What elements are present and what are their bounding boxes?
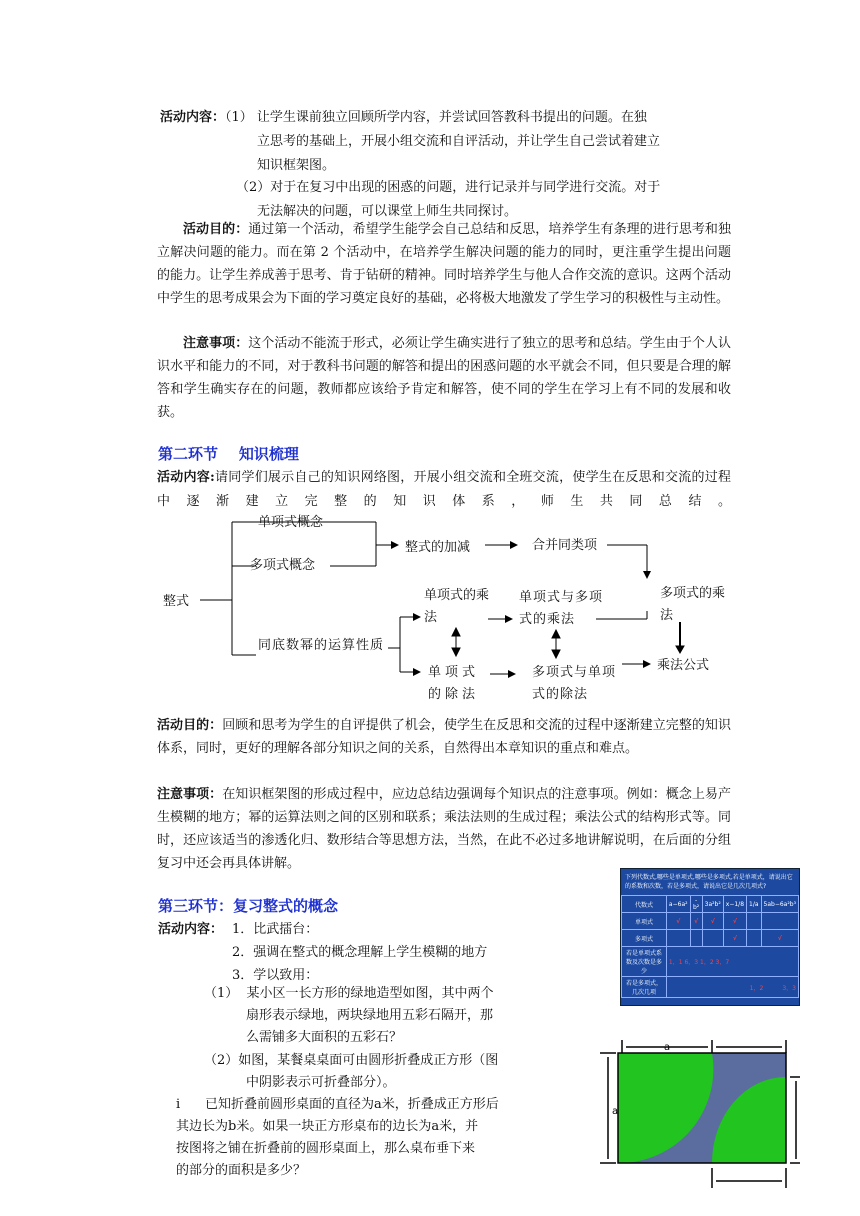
section3-q1-line2: 扇形表示绿地，两块绿地用五彩石隔开，那 bbox=[246, 1008, 494, 1023]
section2-text: 请同学们展示自己的知识网络图，开展小组交流和全班交流，使学生在反思和交流的过程中逐渐建立完整的知识体系，师生共同总结。 bbox=[157, 470, 731, 509]
section3-q1-line1: （1） 某小区一长方形的绿地造型如图，其中两个 bbox=[204, 986, 494, 1001]
activity1-item1-line2: 立思考的基础上，开展小组交流和自评活动，并让学生自己尝试着建立 bbox=[257, 134, 661, 149]
purpose1-label: 活动目的： bbox=[183, 222, 249, 237]
check-icon: √ bbox=[723, 930, 746, 947]
slide-row-label: 代数式 bbox=[622, 896, 667, 913]
slide-poly-row: 1，2 3，3 bbox=[666, 977, 798, 998]
diagram-mul-formula: 乘法公式 bbox=[657, 658, 710, 673]
section3-label: 活动内容： bbox=[158, 922, 224, 937]
activity1-item1: （1） 让学生课前独立回顾所学内容，并尝试回答教科书提出的问题。在独 bbox=[225, 110, 647, 125]
diagram-poly-concept: 多项式概念 bbox=[250, 558, 316, 573]
activity1-item2: （2）对于在复习中出现的困惑的问题，进行记录并与同学进行交流。对于 bbox=[236, 180, 661, 195]
fig-label-a-top: a bbox=[664, 1042, 671, 1053]
section3-q2i-line4: 的部分的面积是多少？ bbox=[176, 1163, 307, 1178]
section3-q1-line3: 么需铺多大面积的五彩石？ bbox=[246, 1030, 403, 1045]
section3-q2i-line2: 其边长为b米。如果一块正方形桌布的边长为a米，并 bbox=[176, 1119, 479, 1134]
diagram-mono-poly-mul: 单项式与多项式的乘法 bbox=[519, 590, 604, 627]
section3-q2i-line3: 按图将之铺在折叠前的圆形桌面上，那么桌布垂下来 bbox=[176, 1141, 476, 1156]
diagram-add-sub: 整式的加减 bbox=[405, 540, 471, 555]
check-icon: √ bbox=[761, 930, 798, 947]
activity1-item1-line3: 知识框架图。 bbox=[257, 158, 336, 173]
slide-row-label: 若是多项式，几次几项 bbox=[622, 977, 667, 998]
purpose1-text: 通过第一个活动，希望学生能学会自己总结和反思，培养学生有条理的进行思考和独立解决问题的能力。而在第 2 个活动中，在培养学生解决问题的能力的同时，更注重学生提出问题的能力。让学生养成善于思考、肯于钻研的精神。同时培养学生与他人合作交流的意识。这两个活动中学生的思考成果会为下面的学习奠定良好的基础，必将极大地激发了学生学习的积极性与主动性。 bbox=[157, 222, 731, 306]
section3-l2: 2．强调在整式的概念理解上学生模糊的地方 bbox=[232, 945, 488, 960]
slide-row-label: 若是单项式系数及次数是多少 bbox=[622, 947, 667, 977]
notes2-text: 在知识框架图的形成过程中，应边总结边强调每个知识点的注意事项。例如：概念上易产生模糊的地方；幂的运算法则之间的区别和联系；乘法法则的生成过程；乘法公式的结构形式等。同时，还应该适当的渗透化归、数形结合等思想方法，当然，在此不必过多地讲解说明，在后面的分组复习中还会再具体讲解。 bbox=[157, 787, 731, 871]
check-icon: √ bbox=[702, 913, 723, 930]
diagram-combine: 合并同类项 bbox=[532, 538, 598, 553]
slide-row-label: 多项式 bbox=[622, 930, 667, 947]
purpose2-label: 活动目的： bbox=[157, 718, 223, 733]
notes1-text: 这个活动不能流于形式，必须让学生确实进行了独立的思考和总结。学生由于个人认识水平和能力的不同，对于教科书问题的解答和提出的困惑问题的水平就会不同，但只要是合理的解答和学生确实存在的问题，教师都应该给予肯定和解答，使不同的学生在学习上有不同的发展和收获。 bbox=[157, 336, 731, 420]
section3-q2-line1: （2）如图，某餐桌桌面可由圆形折叠成正方形（图 bbox=[204, 1053, 499, 1068]
diagram-root: 整式 bbox=[163, 594, 190, 609]
activity1-item2-line2: 无法解决的问题，可以课堂上师生共同探讨。 bbox=[257, 204, 518, 219]
fig-label-a-left: a bbox=[612, 1106, 619, 1117]
slide-col: 1/a bbox=[747, 896, 762, 913]
diagram-mono-div: 单项式的除法 bbox=[428, 665, 480, 702]
notes2-label: 注意事项： bbox=[157, 787, 223, 802]
diagram-poly-mono-div: 多项式与单项式的除法 bbox=[532, 665, 617, 702]
purpose2-text: 回顾和思考为学生的自评提供了机会，使学生在反思和交流的过程中逐渐建立完整的知识体系，同时，更好的理解各部分知识之间的关系，自然得出本章知识的重点和难点。 bbox=[157, 718, 731, 756]
check-icon: √ bbox=[723, 913, 746, 930]
section2-title: 第二环节 知识梳理 bbox=[158, 445, 299, 463]
diagram-mono-mul: 单项式的乘法 bbox=[424, 588, 490, 625]
section2-label: 活动内容: bbox=[157, 470, 215, 485]
section3-l1: 1．比武擂台： bbox=[232, 922, 319, 937]
check-icon: √ bbox=[690, 913, 702, 930]
slide-coef-row: 1，1 6，3 1，2 3，7 bbox=[666, 947, 798, 977]
diagram-mono-concept: 单项式概念 bbox=[258, 515, 324, 530]
diagram-poly-mul: 多项式的乘法 bbox=[660, 586, 726, 623]
activity1-label: 活动内容： bbox=[160, 110, 226, 125]
section3-q2-line2: 中阴影表示可折叠部分）。 bbox=[246, 1075, 396, 1090]
slide-col: 3a²b² bbox=[702, 896, 723, 913]
slide-col: x−1/8 bbox=[723, 896, 746, 913]
slide-row-label: 单项式 bbox=[622, 913, 667, 930]
section3-title: 第三环节：复习整式的概念 bbox=[158, 897, 339, 915]
section3-q2i-line1: i 已知折叠前圆形桌面的直径为a米，折叠成正方形后 bbox=[176, 1097, 499, 1112]
notes1-label: 注意事项： bbox=[183, 336, 249, 351]
slide-header: 下列代数式,哪些是单项式,哪些是多项式,若是单项式，请说出它的系数和次数，若是多项式，请说出它是几次几项式? bbox=[625, 874, 793, 890]
section3-l3: 3．学以致用： bbox=[232, 968, 319, 983]
slide-col: a−6a² bbox=[666, 896, 690, 913]
slide-col: 5ab−6a²b³ bbox=[761, 896, 798, 913]
slide-col: -b² bbox=[690, 896, 702, 913]
check-icon: √ bbox=[666, 913, 690, 930]
diagram-power-rules: 同底数幂的运算性质 bbox=[258, 638, 385, 653]
